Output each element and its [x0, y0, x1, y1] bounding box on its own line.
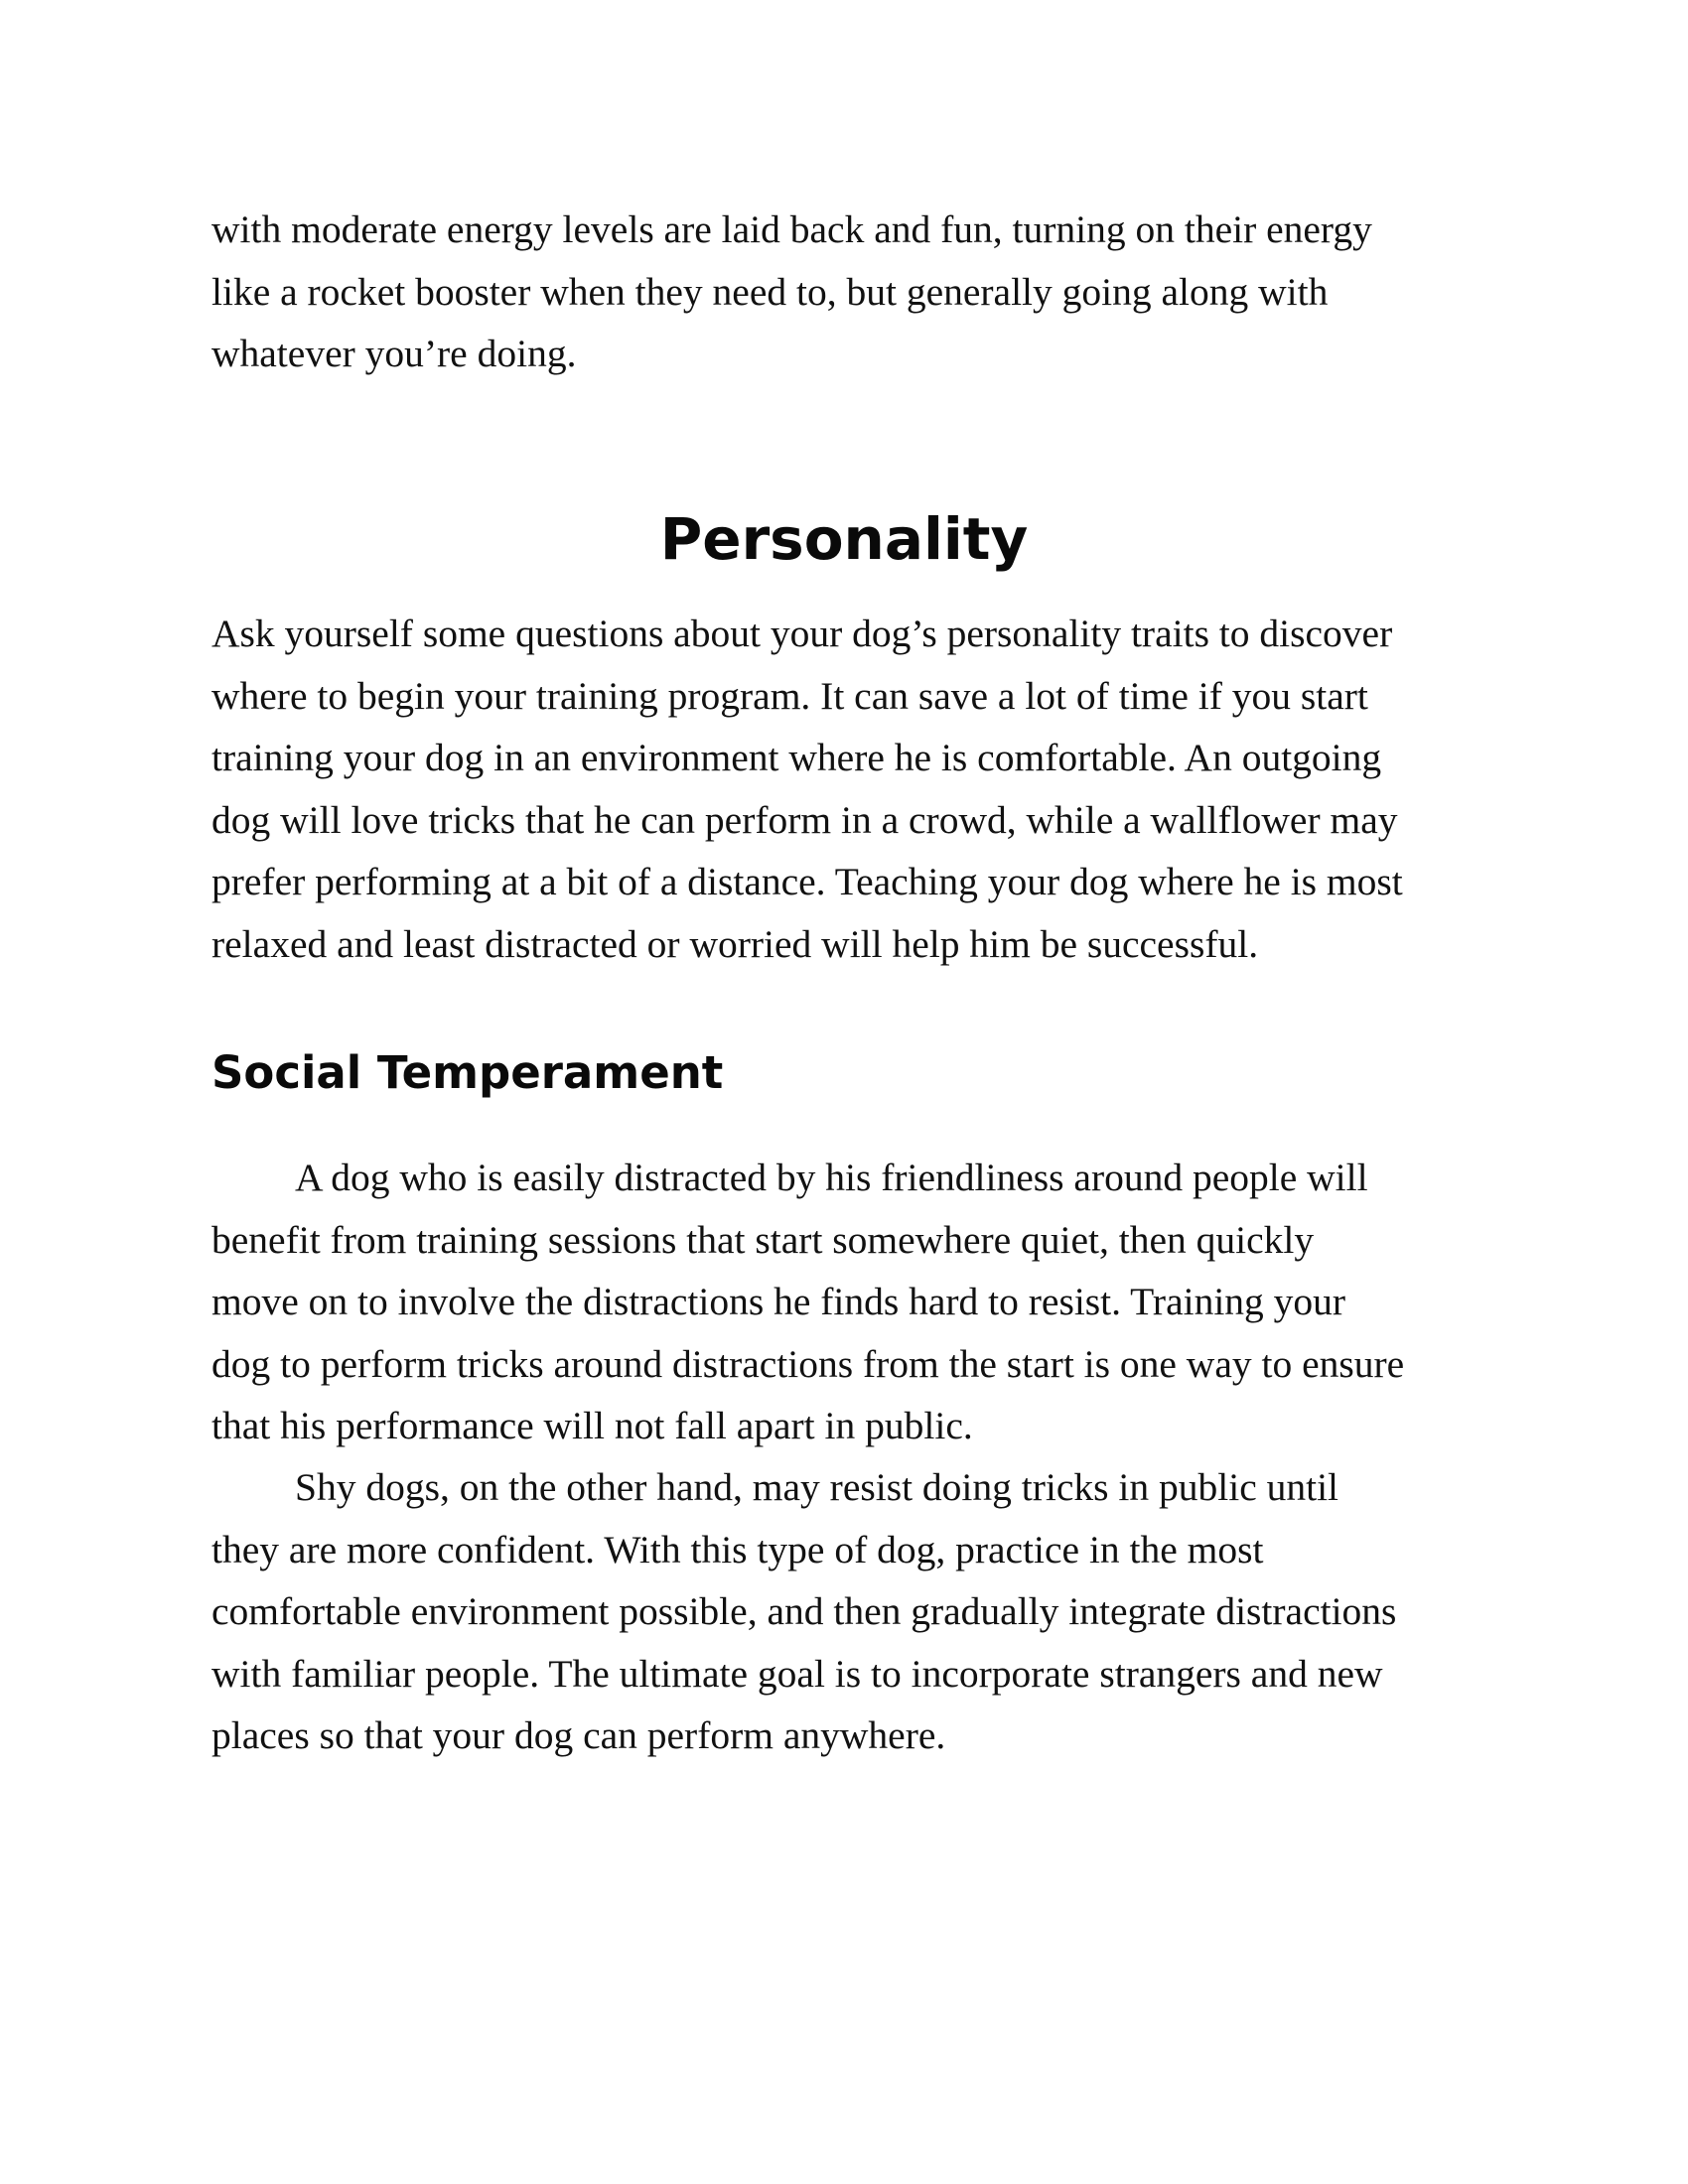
text-line: places so that your dog can perform anywhere.	[211, 1713, 946, 1757]
text-line: Shy dogs, on the other hand, may resist doing tricks in public until	[295, 1465, 1339, 1509]
text-line: dog will love tricks that he can perform in a crowd, while a wallflower may	[211, 797, 1398, 842]
personality-paragraph	[211, 603, 1482, 975]
text-line: where to begin your training program. It can save a lot of time if you start	[211, 673, 1368, 718]
text-line: prefer performing at a bit of a distance. Teaching your dog where he is most	[211, 860, 1403, 903]
text-line: with familiar people. The ultimate goal is to incorporate strangers and new	[211, 1651, 1383, 1696]
text-line: that his performance will not fall apart in public.	[211, 1404, 973, 1447]
text-line: with moderate energy levels are laid back and fun, turning on their energy	[211, 207, 1372, 251]
social-temperament-paragraph-1	[211, 1147, 1482, 1457]
text-line: comfortable environment possible, and then gradually integrate distractions	[211, 1589, 1397, 1633]
text-line: whatever you’re doing.	[211, 332, 577, 375]
text-line: dog to perform tricks around distractions from the start is one way to ensure	[211, 1341, 1405, 1386]
text-line: relaxed and least distracted or worried will help him be successful.	[211, 921, 1259, 966]
text-line: Ask yourself some questions about your dog’s personality traits to discover	[211, 612, 1393, 655]
intro-paragraph	[211, 199, 1482, 385]
text-line: benefit from training sessions that start somewhere quiet, then quickly	[211, 1217, 1315, 1262]
text-line: training your dog in an environment where he is comfortable. An outgoing	[211, 736, 1382, 779]
text-line: they are more confident. With this type of dog, practice in the most	[211, 1527, 1264, 1571]
text-line: move on to involve the distractions he finds hard to resist. Training your	[211, 1280, 1346, 1323]
subsection-heading-social-temperament: Social Temperament	[211, 1046, 724, 1099]
social-temperament-paragraph-2	[211, 1456, 1482, 1767]
text-line: A dog who is easily distracted by his friendliness around people will	[295, 1156, 1368, 1199]
section-heading-personality: Personality	[659, 505, 1029, 573]
text-line: like a rocket booster when they need to, but generally going along with	[211, 269, 1329, 314]
